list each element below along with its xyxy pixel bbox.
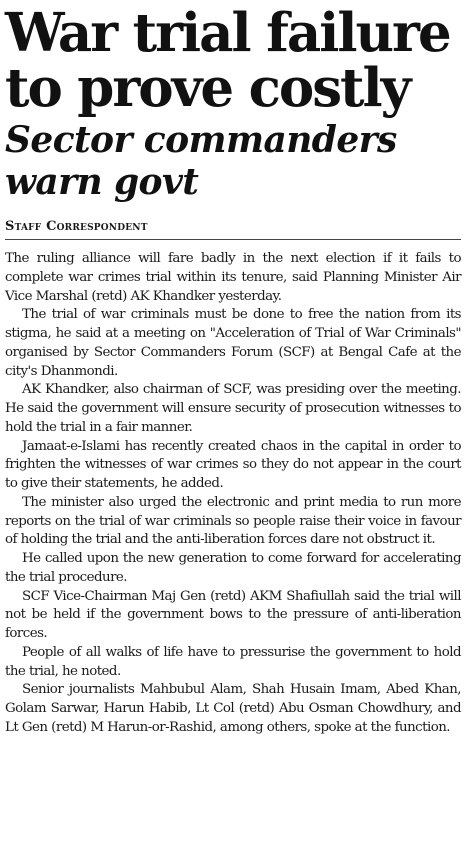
article-body [5, 250, 461, 738]
subheadline: Sector commanders warn govt [5, 119, 397, 203]
paragraph: Jamaat-e-Islami has recently created chaos in the capital in order to frighten the witnesses of war crimes so they do not appear in the court to give their statements, he added. [5, 438, 461, 491]
paragraph: Senior journalists Mahbubul Alam, Shah Husain Imam, Abed Khan, Golam Sarwar, Harun Habib, Lt Col (retd) Abu Osman Chowdhury, and Lt Gen (retd) M Harun-or-Rashid, among others, spoke at the function. [5, 682, 461, 735]
paragraph: People of all walks of life have to pressurise the government to hold the trial, he noted. [5, 644, 461, 679]
paragraph: The ruling alliance will fare badly in the next election if it fails to complete war crimes trial within its tenure, said Planning Minister Air Vice Marshal (retd) AK Khandker yesterday. [5, 251, 461, 304]
paragraph: He called upon the new generation to come forward for accelerating the trial procedure. [5, 551, 461, 585]
headline: War trial failure to prove costly [5, 2, 450, 119]
byline: Staff Correspondent [5, 219, 148, 234]
paragraph: AK Khandker, also chairman of SCF, was presiding over the meeting. He said the government will ensure security of prosecution witnesses to hold the trial in a fair manner. [5, 382, 461, 435]
paragraph: SCF Vice-Chairman Maj Gen (retd) AKM Shafiullah said the trial will not be held if the government bows to the pressure of anti-liberation forces. [5, 588, 461, 641]
byline-rule [5, 217, 461, 240]
news-article [5, 2, 461, 738]
paragraph: The trial of war criminals must be done to free the nation from its stigma, he said at a meeting on "Acceleration of Trial of War Criminals" organised by Sector Commanders Forum (SCF) at Bengal Cafe at the city's Dhanmondi. [5, 307, 461, 379]
paragraph: The minister also urged the electronic and print media to run more reports on the trial of war criminals so people raise their voice in favour of holding the trial and the anti-liberation forces dare not obstruct it. [5, 494, 461, 548]
